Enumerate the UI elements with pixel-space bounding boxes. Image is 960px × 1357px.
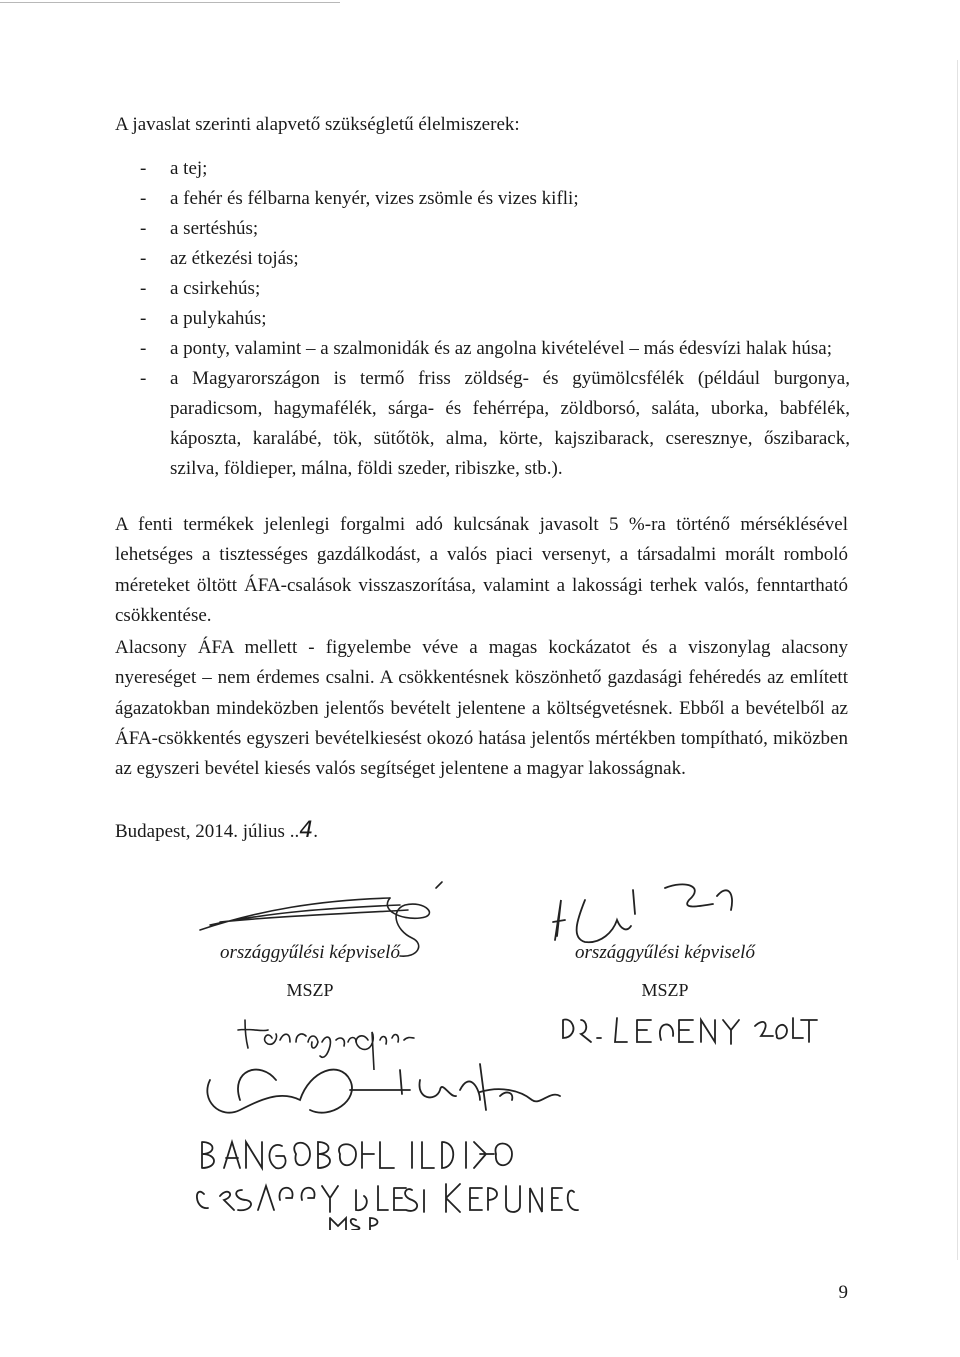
signature-party-right: MSZP bbox=[641, 980, 689, 1000]
signature-third-image bbox=[180, 1050, 600, 1230]
signature-right-image bbox=[505, 870, 825, 1070]
top-border-line bbox=[0, 2, 340, 3]
signature-party-left: MSZP bbox=[286, 980, 334, 1000]
signature-left-image bbox=[150, 870, 470, 1070]
list-item: - a csirkehús; bbox=[140, 274, 850, 304]
food-list bbox=[140, 154, 850, 484]
page-number: 9 bbox=[838, 1282, 848, 1303]
paragraph-low-vat: Alacsony ÁFA mellett - figyelembe véve a magas kockázatot és a viszonylag alacsony nyereséget – nem érdemes csalni. A csökkentésnek köszönhető gazdasági fehéredés az említett ágazatokban mindeközben jelentős bevételt jelentene a költségvetésnek. Ebből a bevételből az ÁFA-csökkentés egyszeri bevételkiesést okozó hatása jelentős mértékben tompítható, miközben az egyszeri bevétel kiesés valós segítséget jelentene a magyar lakosságnak. bbox=[115, 637, 848, 780]
signature-role-right: országgyűlési képviselő bbox=[575, 942, 755, 963]
signature-role-left: országgyűlési képviselő bbox=[220, 942, 400, 963]
list-item: - a tej; bbox=[140, 154, 850, 184]
scan-edge bbox=[957, 60, 958, 1260]
list-item: - a fehér és félbarna kenyér, vizes zsömle és vizes kifli; bbox=[140, 184, 850, 214]
date-text: Budapest, 2014. július .. bbox=[115, 821, 300, 842]
place-date bbox=[115, 818, 318, 843]
list-item: - a sertéshús; bbox=[140, 214, 850, 244]
list-item: - a pulykahús; bbox=[140, 304, 850, 334]
list-intro: A javaslat szerinti alapvető szükségletű élelmiszerek: bbox=[115, 114, 520, 135]
paragraph-vat-reduction: A fenti termékek jelenlegi forgalmi adó kulcsának javasolt 5 %-ra történő mérséklésével lehetséges a tisztességes gazdálkodást, a valós piaci versenyt, a társadalmi morált romboló méreteket öltött ÁFA-csalások visszaszorítása, valamint a lakossági terhek valós, fenntartható csökkentése. bbox=[115, 514, 848, 626]
date-suffix: . bbox=[313, 821, 318, 842]
list-item: - a ponty, valamint – a szalmonidák és az angolna kivételével – más édesvízi halak húsa; bbox=[140, 334, 850, 364]
list-item: - az étkezési tojás; bbox=[140, 244, 850, 274]
list-item: - a Magyarországon is termő friss zöldség- és gyümölcsfélék (például burgonya, paradicsom, hagymafélék, sárga- és fehérrépa, zöldborsó, saláta, uborka, babfélék, káposzta, karalábé, tök, sütőtök, alma, körte, kajszibarack, cseresznye, őszibarack, szilva, földieper, málna, földi szeder, ribiszke, stb.). bbox=[140, 364, 850, 484]
date-handwritten-day: 4 bbox=[299, 818, 314, 843]
